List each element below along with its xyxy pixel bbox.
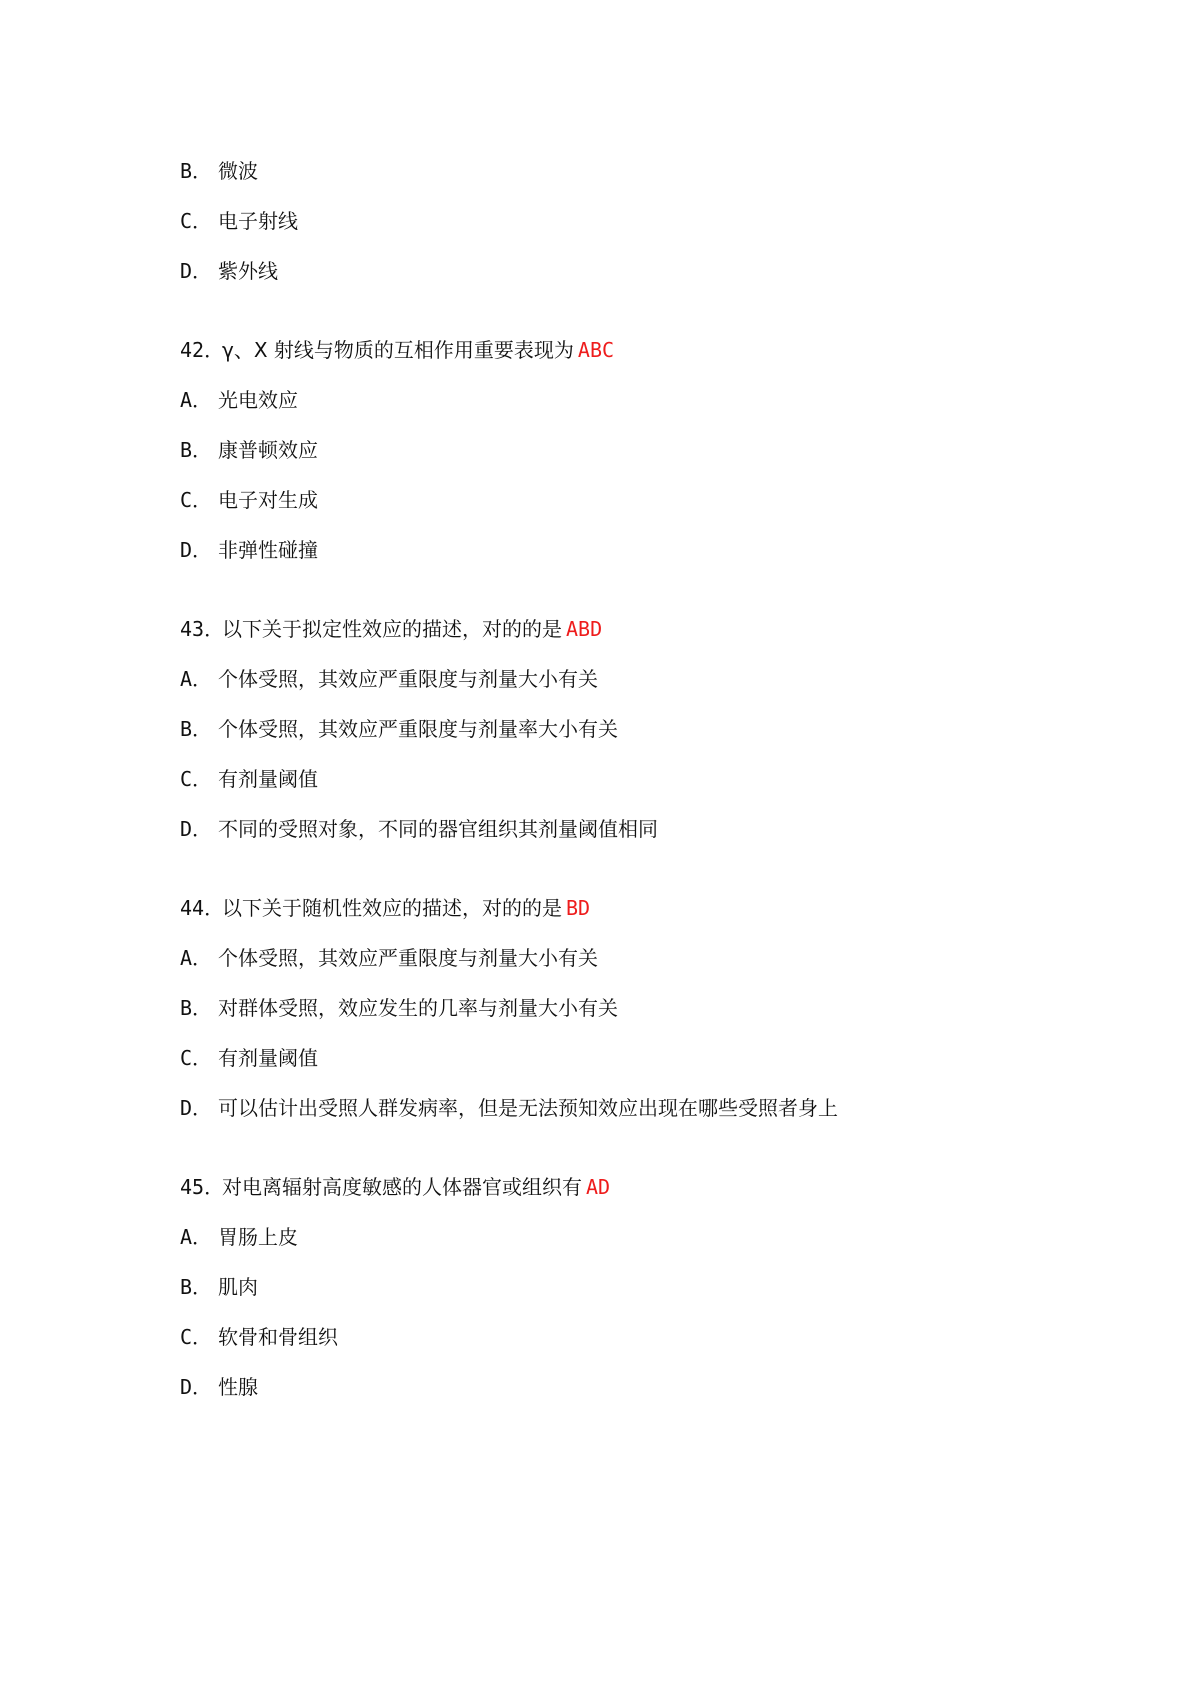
option-item	[180, 1224, 298, 1250]
option-letter: A．	[180, 946, 213, 970]
option-letter: A．	[180, 388, 213, 412]
option-item	[180, 537, 318, 563]
option-letter: A．	[180, 667, 213, 691]
option-letter: D．	[180, 538, 213, 562]
option-item	[180, 208, 298, 234]
answer-key: ABC	[577, 338, 615, 362]
option-text: 个体受照，其效应严重限度与剂量大小有关	[218, 946, 598, 970]
question-text: 以下关于随机性效应的描述，对的的是	[222, 896, 562, 920]
option-letter: C．	[180, 1325, 213, 1349]
option-text: 个体受照，其效应严重限度与剂量率大小有关	[218, 717, 618, 741]
question-stem	[180, 1174, 610, 1200]
option-text: 肌肉	[218, 1275, 258, 1299]
question-text: γ、X 射线与物质的互相作用重要表现为	[222, 338, 574, 362]
option-letter: A．	[180, 1225, 213, 1249]
question-stem	[180, 895, 590, 921]
option-text: 电子射线	[218, 209, 298, 233]
option-item	[180, 995, 618, 1021]
option-letter: C．	[180, 1046, 213, 1070]
answer-key: AD	[586, 1175, 611, 1199]
question-stem	[180, 337, 614, 363]
option-text: 软骨和骨组织	[218, 1325, 338, 1349]
answer-key: BD	[566, 896, 591, 920]
option-item	[180, 1324, 338, 1350]
question-number: 42．	[180, 338, 225, 362]
option-text: 紫外线	[218, 259, 278, 283]
option-letter: D．	[180, 1375, 213, 1399]
option-text: 对群体受照，效应发生的几率与剂量大小有关	[218, 996, 618, 1020]
option-item	[180, 716, 618, 742]
option-letter: D．	[180, 1096, 213, 1120]
option-item	[180, 387, 298, 413]
option-text: 非弹性碰撞	[218, 538, 318, 562]
option-item	[180, 437, 318, 463]
option-item	[180, 487, 318, 513]
option-text: 微波	[218, 159, 258, 183]
option-text: 个体受照，其效应严重限度与剂量大小有关	[218, 667, 598, 691]
option-item	[180, 816, 658, 842]
option-text: 性腺	[218, 1375, 258, 1399]
option-item	[180, 158, 258, 184]
option-item	[180, 766, 318, 792]
option-text: 可以估计出受照人群发病率，但是无法预知效应出现在哪些受照者身上	[218, 1096, 838, 1120]
option-text: 电子对生成	[218, 488, 318, 512]
option-letter: B．	[180, 996, 213, 1020]
option-letter: B．	[180, 438, 213, 462]
option-item	[180, 945, 598, 971]
option-item	[180, 258, 278, 284]
option-letter: C．	[180, 488, 213, 512]
question-text: 以下关于拟定性效应的描述，对的的是	[222, 617, 562, 641]
question-text: 对电离辐射高度敏感的人体器官或组织有	[222, 1175, 582, 1199]
option-text: 光电效应	[218, 388, 298, 412]
option-text: 有剂量阈值	[218, 767, 318, 791]
question-number: 44．	[180, 896, 225, 920]
option-letter: B．	[180, 159, 213, 183]
option-item	[180, 1045, 318, 1071]
question-number: 45．	[180, 1175, 225, 1199]
option-item	[180, 1274, 258, 1300]
option-letter: B．	[180, 1275, 213, 1299]
option-text: 胃肠上皮	[218, 1225, 298, 1249]
option-item	[180, 1374, 258, 1400]
option-letter: D．	[180, 817, 213, 841]
answer-key: ABD	[566, 617, 603, 641]
option-text: 康普顿效应	[218, 438, 318, 462]
option-letter: C．	[180, 209, 213, 233]
question-number: 43．	[180, 617, 225, 641]
option-letter: D．	[180, 259, 213, 283]
option-letter: B．	[180, 717, 213, 741]
option-text: 有剂量阈值	[218, 1046, 318, 1070]
option-text: 不同的受照对象，不同的器官组织其剂量阈值相同	[218, 817, 658, 841]
option-item	[180, 1095, 838, 1121]
option-letter: C．	[180, 767, 213, 791]
option-item	[180, 666, 598, 692]
question-stem	[180, 616, 602, 642]
